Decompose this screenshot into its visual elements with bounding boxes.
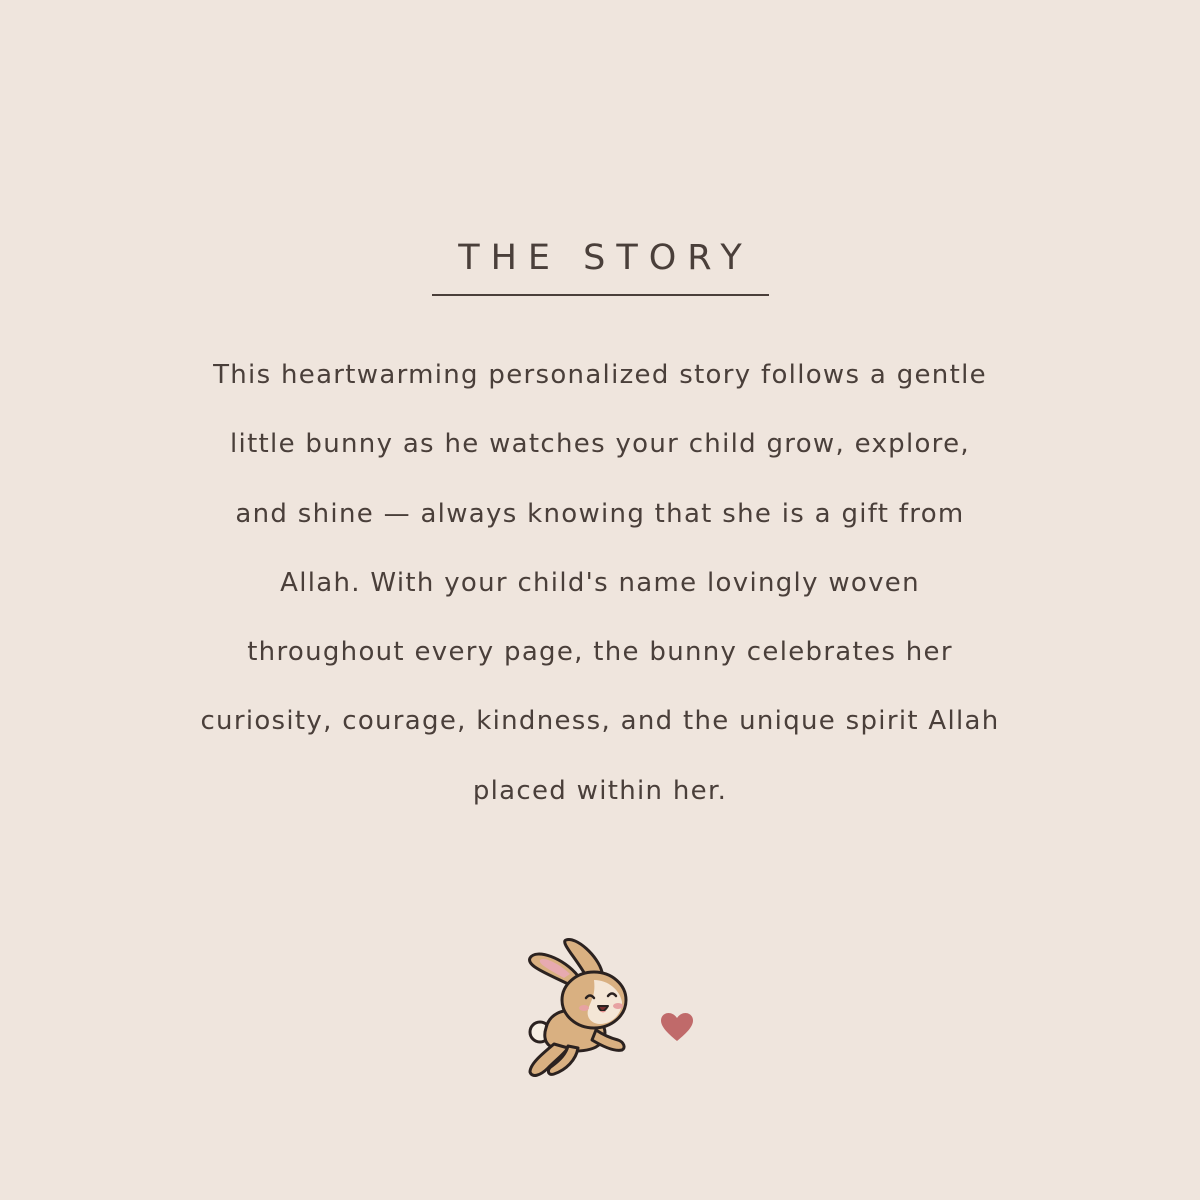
story-paragraph [140,341,1060,826]
story-line: little bunny as he watches your child grow, explore, [230,429,970,460]
title-underline [432,294,769,296]
section-title: THE STORY [458,238,753,278]
story-line: This heartwarming personalized story follows a gentle [213,360,987,390]
story-line: placed within her. [472,775,728,806]
story-line: curiosity, courage, kindness, and the unique spirit Allah [200,706,1000,737]
story-line: and shine — always knowing that she is a gift from [235,498,965,529]
jumping-bunny-icon [520,936,640,1084]
story-line: throughout every page, the bunny celebrates her [247,637,953,668]
story-line: Allah. With your child's name lovingly woven [280,567,920,598]
heart-icon [660,1012,694,1042]
